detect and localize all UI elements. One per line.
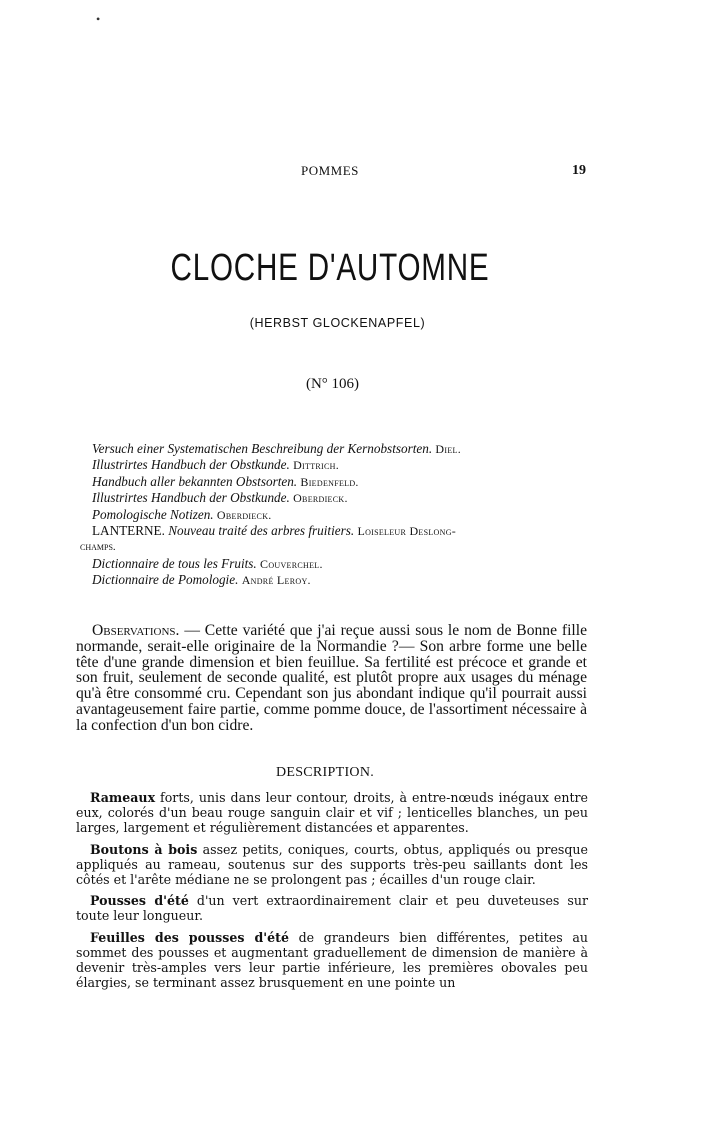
reference-author: Couverchel.: [260, 556, 323, 571]
running-header-section: POMMES: [301, 163, 359, 178]
description-heading: DESCRIPTION.: [275, 765, 375, 780]
reference-item: [92, 441, 592, 457]
subtitle: (HERBST GLOCKENAPFEL): [249, 316, 426, 330]
reference-work: Handbuch aller bekannten Obstsorten.: [92, 473, 298, 489]
reference-author: Dittrich.: [293, 458, 340, 473]
description-text: d'un vert extraordinairement clair et peu duveteuses sur toute leur longueur.: [76, 893, 589, 924]
reference-work: Dictionnaire de tous les Fruits.: [92, 555, 257, 571]
reference-item: [92, 490, 592, 506]
observations-text: — Cette variété que j'ai reçue aussi sous le nom de Bonne fille normande, serait-elle originaire de la Normandie ?— Son arbre forme une belle tête d'une grande dimension et bien feuillue. Sa fertilité est précoce et grande et son fruit, seulement de seconde qualité, est plutôt propre aux usages du ménage qu'à être consommé cru. Cependant son jus abondant indique qu'il pourrait aussi avantageusement faire partie, comme pomme douce, de l'assortiment nécessaire à la confection d'un bon cidre.: [76, 622, 587, 734]
observations-label: Observations.: [92, 622, 180, 639]
description-text: assez petits, coniques, courts, obtus, appliqués ou presque appliqués au rameau, soutenus sur des supports très-peu saillants dont les côtés et l'arête médiane ne se prolongent pas ; écailles d'un rouge clair.: [76, 841, 588, 888]
reference-work: Illustrirtes Handbuch der Obstkunde.: [92, 457, 290, 473]
description-term: Feuilles des pousses d'été: [90, 929, 289, 945]
reference-author: Oberdieck.: [216, 507, 272, 522]
description-term: Boutons à bois: [90, 841, 198, 857]
page-number: 19: [572, 163, 586, 178]
reference-author: Loiseleur Deslong-: [357, 524, 457, 539]
reference-work: Nouveau traité des arbres fruitiers.: [168, 523, 355, 539]
description-paragraph: [76, 790, 588, 836]
reference-item: [92, 556, 592, 572]
reference-work: Dictionnaire de Pomologie.: [92, 572, 239, 588]
reference-author: André Leroy.: [241, 573, 311, 588]
print-speck: •: [96, 12, 101, 26]
description-text: de grandeurs bien différentes, petites au sommet des pousses et augmentant graduellement de dimension de manière à devenir très-amples vers leur partie inférieure, les premières obovales peu élargies, se terminant assez brusquement en une pointe un: [76, 929, 589, 991]
observations-paragraph: [76, 623, 587, 734]
description-term: Pousses d'été: [90, 893, 189, 909]
reference-item: [92, 572, 592, 588]
reference-prefix: LANTERNE.: [92, 523, 165, 539]
description-paragraph: [76, 893, 588, 923]
description-paragraph: [76, 930, 588, 991]
reference-item: [92, 474, 592, 490]
reference-item: [92, 457, 592, 473]
variety-number: (N° 106): [305, 376, 360, 392]
reference-author: Oberdieck.: [293, 491, 348, 506]
reference-item: [92, 507, 592, 523]
reference-work: Pomologische Notizen.: [92, 506, 214, 522]
reference-item: [92, 523, 592, 539]
description-paragraph: [76, 842, 588, 888]
reference-work: Versuch einer Systematischen Beschreibung der Kernobstsorten.: [92, 441, 433, 456]
reference-author: Biedenfeld.: [300, 474, 359, 489]
reference-work: Illustrirtes Handbuch der Obstkunde.: [92, 490, 290, 506]
description-text: forts, unis dans leur contour, droits, à entre-nœuds inégaux entre eux, colorés d'un beau rouge sanguin clair et vif ; lenticelles blanches, un peu larges, largement et régulièrement distancées et apparentes.: [76, 790, 588, 836]
description-term: Rameaux: [90, 790, 156, 805]
page-title: CLOCHE D'AUTOMNE: [170, 247, 490, 289]
references-list: [80, 441, 592, 589]
description-body: [76, 790, 588, 996]
reference-author: Diel.: [435, 442, 462, 456]
reference-continuation: champs.: [80, 541, 116, 554]
